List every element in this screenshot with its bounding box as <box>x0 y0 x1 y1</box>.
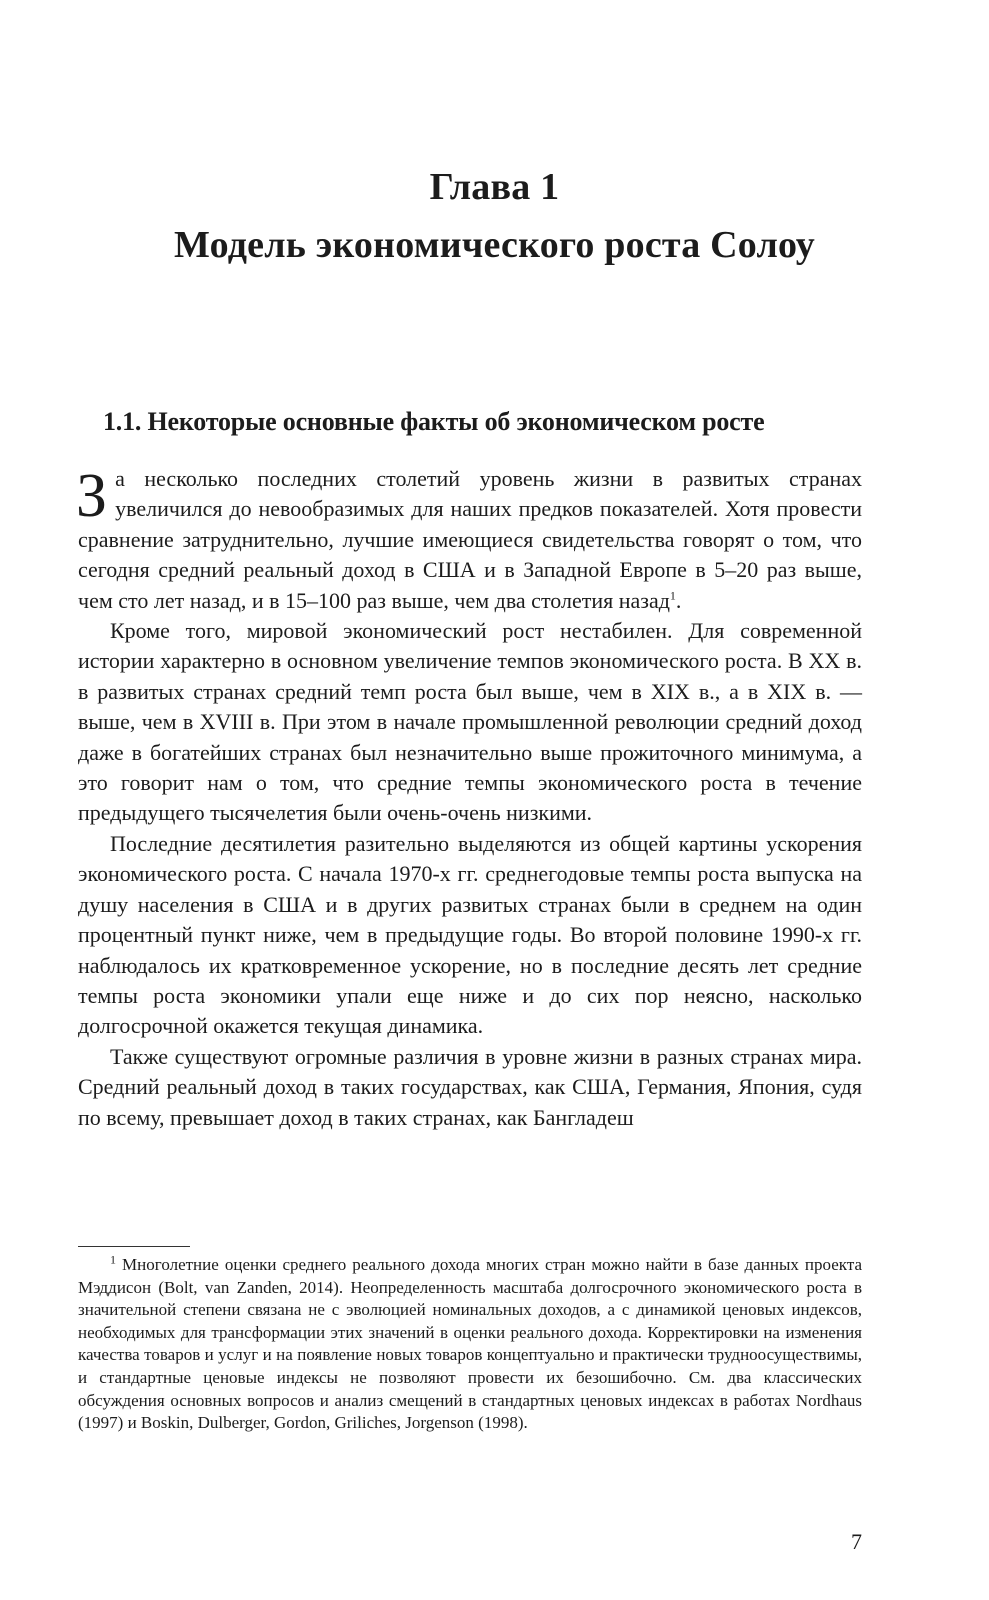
drop-cap: З <box>76 462 108 530</box>
footnote <box>78 1254 862 1435</box>
footnote-divider <box>78 1246 190 1247</box>
section-heading: 1.1. Некоторые основные факты об экономическом росте <box>103 407 765 436</box>
paragraph-1-end: . <box>675 587 682 613</box>
chapter-title: Модель экономического роста Солоу <box>174 224 815 266</box>
paragraph-3: Последние десятилетия разительно выделяются из общей картины ускорения экономического роста. С начала 1970-х гг. среднегодовые темпы роста выпуска на душу населения в США и в других развитых странах были в среднем на один процентный пункт ниже, чем в предыдущие годы. Во второй половине 1990-х гг. наблюдалось их кратковременное ускорение, но в последние десять лет средние темпы роста экономики упали еще ниже и до сих пор неясно, насколько долгосрочной окажется текущая динамика. <box>78 830 862 1039</box>
footnote-ref[interactable]: 1 <box>669 588 676 603</box>
footnote-marker: 1 <box>110 1252 116 1267</box>
paragraph-2: Кроме того, мировой экономический рост нестабилен. Для современной истории характерно в основном увеличение темпов экономического роста. В XX в. в развитых странах средний темп роста был выше, чем в XIX в., а в XIX в. — выше, чем в XVIII в. При этом в начале промышленной революции средний доход даже в богатейших странах был незначительно выше прожиточного минимума, а это говорит нам о том, что средние темпы экономического роста в течение предыдущего тысячелетия были очень-очень низкими. <box>78 618 862 826</box>
chapter-heading <box>0 158 989 274</box>
chapter-label: Глава 1 <box>429 166 560 208</box>
paragraph-1 <box>78 464 862 616</box>
paragraph-1-text: а несколько последних столетий уровень жизни в развитых странах увеличился до невообразимых для наших предков показателей. Хотя провести сравнение затруднительно, лучшие имеющиеся свидетельства говорят о том, что сегодня средний реальный доход в США и в Западной Европе в 5–20 раз выше, чем сто лет назад, и в 15–100 раз выше, чем два столетия назад <box>78 466 862 613</box>
body-text <box>78 464 862 1133</box>
page-number: 7 <box>851 1529 862 1554</box>
paragraph-4: Также существуют огромные различия в уровне жизни в разных странах мира. Средний реальный доход в таких государствах, как США, Германия, Япония, судя по всему, превышает доход в таких странах, как Бангладеш <box>78 1043 862 1130</box>
footnote-text: Многолетние оценки среднего реального дохода многих стран можно найти в базе данных проекта Мэддисон (Bolt, van Zanden, 2014). Неопределенность масштаба долгосрочного экономического роста в значительной степени связана не с эволюцией номинальных доходов, а с динамикой ценовых индексов, необходимых для трансформации этих значений в оценки реального дохода. Корректировки на изменения качества товаров и услуг и на появление новых товаров концептуально и практически трудноосуществимы, и стандартные ценовые индексы не позволяют провести их безошибочно. См. два классических обсуждения основных вопросов и анализ смещений в стандартных ценовых индексах в работах Nordhaus (1997) и Boskin, Dulberger, Gordon, Griliches, Jorgenson (1998). <box>78 1255 862 1433</box>
